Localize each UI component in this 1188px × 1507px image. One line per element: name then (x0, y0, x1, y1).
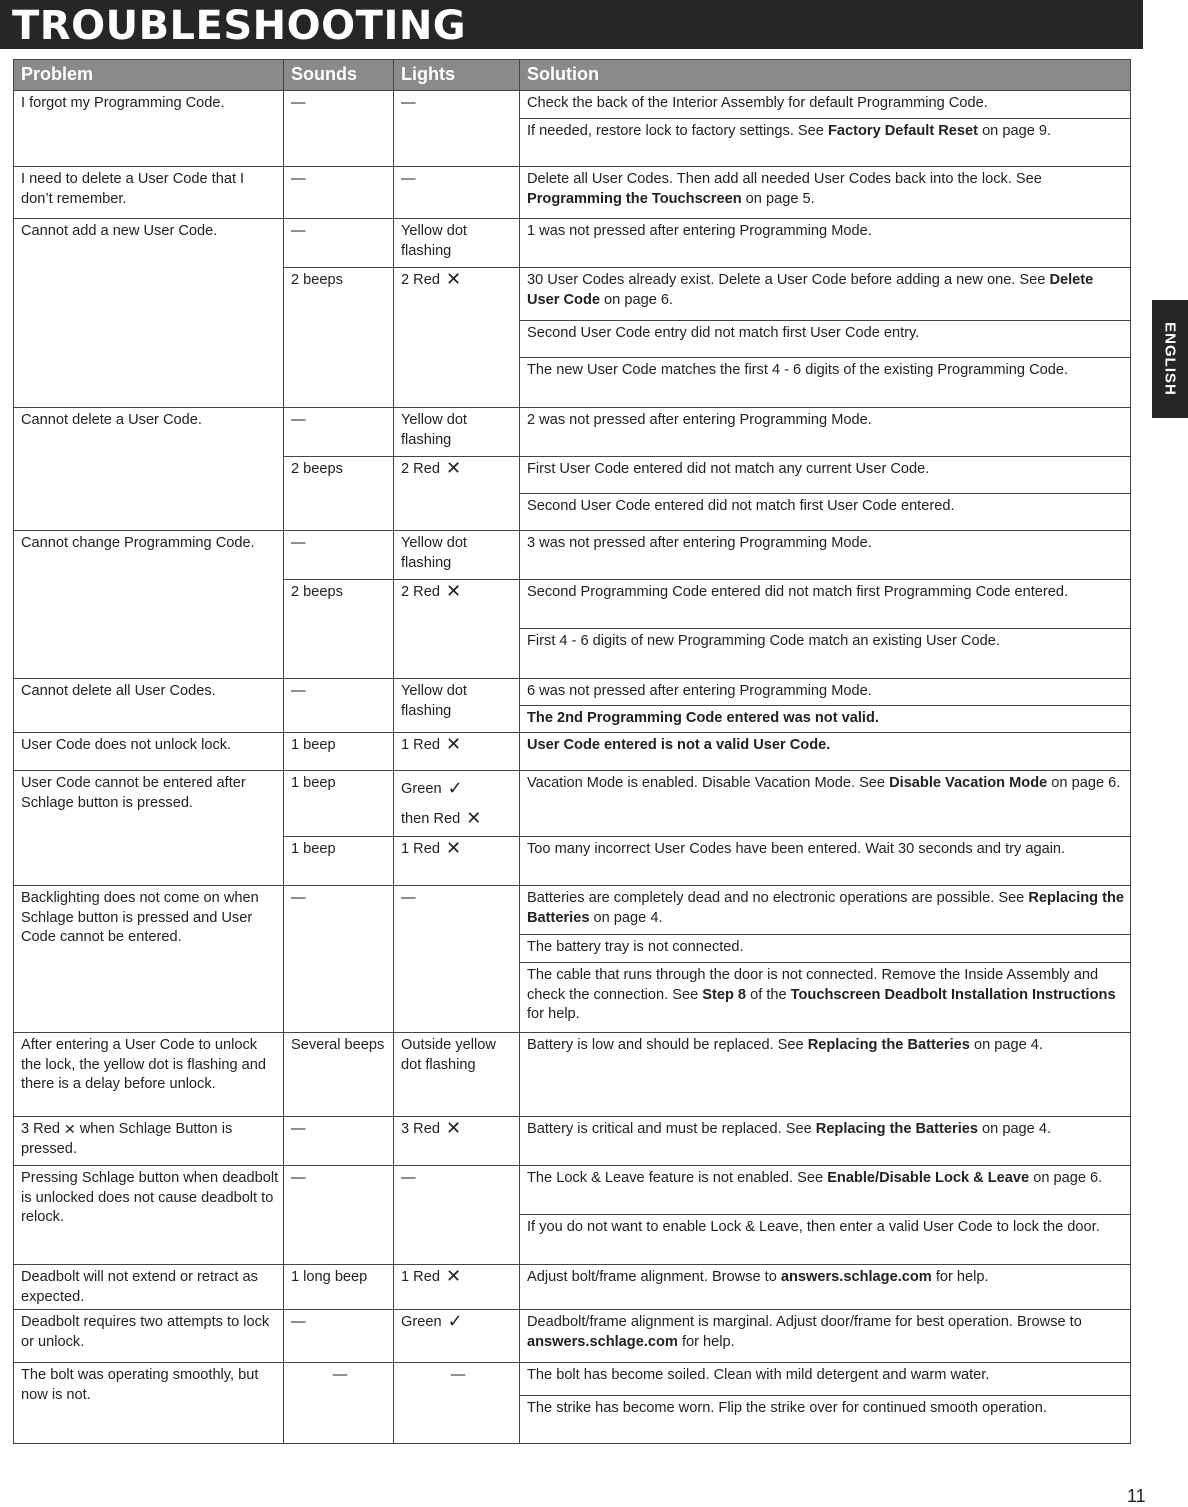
check-icon: ✓ (447, 1311, 463, 1332)
dash: — (401, 890, 416, 906)
table-header-row (14, 60, 1131, 91)
problem-cell: I forgot my Programming Code. (14, 91, 284, 167)
link-ref: Factory Default Reset (827, 123, 979, 139)
text: Green (401, 781, 442, 797)
solution-cell (520, 886, 1131, 935)
text: Battery is low and should be replaced. See (527, 1037, 808, 1053)
problem-cell: Cannot delete all User Codes. (14, 679, 284, 733)
lights-cell (394, 457, 520, 531)
table-row (14, 733, 1131, 771)
text: 2 Red (401, 461, 440, 477)
solution-cell: First User Code entered did not match any current User Code. (520, 457, 1131, 494)
dash: — (401, 1170, 416, 1186)
table-row (14, 408, 1131, 457)
dash: — (291, 683, 306, 699)
x-icon: ✕ (466, 808, 482, 828)
solution-cell: The bolt has become soiled. Clean with mild detergent and warm water. (520, 1363, 1131, 1396)
sounds-cell (284, 679, 394, 733)
lights-cell (394, 837, 520, 886)
dash: — (291, 1314, 306, 1331)
lights-cell (394, 268, 520, 408)
dash: — (332, 1367, 348, 1384)
text: 1 Red (401, 737, 440, 753)
x-icon: ✕ (445, 269, 462, 289)
solution-cell: Second Programming Code entered did not match first Programming Code entered. (520, 580, 1131, 629)
link-ref: Disable Vacation Mode (889, 775, 1048, 791)
solution-cell: If you do not want to enable Lock & Leave, then enter a valid User Code to lock the door. (520, 1215, 1131, 1265)
text: for help. (931, 1269, 989, 1285)
sounds-cell (284, 167, 394, 219)
sounds-cell: 2 beeps (284, 268, 394, 408)
table-row (14, 1117, 1131, 1166)
solution-cell: The new User Code matches the first 4 - 6 digits of the existing Programming Code. (520, 358, 1131, 408)
page-number: 11 (1127, 1486, 1146, 1506)
solution-cell: Check the back of the Interior Assembly for default Programming Code. (520, 91, 1131, 119)
text: The cable that runs through the door is not connected. Remove the Inside Assembly and check the connection. See (527, 967, 1099, 1003)
problem-cell: After entering a User Code to unlock the lock, the yellow dot is flashing and there is a delay before unlock. (14, 1033, 284, 1117)
text: Batteries are completely dead and no electronic operations are possible. See (527, 890, 1029, 906)
problem-cell: Deadbolt requires two attempts to lock or unlock. (14, 1310, 284, 1363)
text: 1 Red (401, 1269, 440, 1285)
header-problem: Problem (14, 60, 284, 91)
problem-cell: I need to delete a User Code that I don’t remember. (14, 167, 284, 219)
problem-cell: Cannot delete a User Code. (14, 408, 284, 531)
link-ref: Delete User Code (527, 272, 1094, 308)
header-solution: Solution (520, 60, 1131, 91)
lights-cell (394, 771, 520, 837)
header-sounds: Sounds (284, 60, 394, 91)
problem-cell: Backlighting does not come on when Schlage button is pressed and User Code cannot be entered. (14, 886, 284, 1033)
sounds-cell: 2 beeps (284, 457, 394, 531)
text: 30 User Codes already exist. Delete a User Code before adding a new one. See (527, 272, 1050, 288)
text: Adjust bolt/frame alignment. Browse to (527, 1269, 781, 1285)
dash: — (291, 535, 306, 551)
lights-cell: Yellow dot flashing (394, 408, 520, 457)
dash: — (450, 1367, 466, 1384)
x-icon: ✕ (445, 838, 462, 858)
solution-cell (520, 167, 1131, 219)
solution-cell: 2 was not pressed after entering Programming Mode. (520, 408, 1131, 457)
header-lights: Lights (394, 60, 520, 91)
problem-cell: User Code cannot be entered after Schlage button is pressed. (14, 771, 284, 886)
sounds-cell (284, 219, 394, 268)
text: The Lock & Leave feature is not enabled. See (527, 1170, 828, 1186)
solution-cell (520, 119, 1131, 167)
lights-cell (394, 167, 520, 219)
solution-cell: The strike has become worn. Flip the strike over for continued smooth operation. (520, 1396, 1131, 1444)
sounds-cell: 2 beeps (284, 580, 394, 679)
text: on page 4. (977, 1121, 1052, 1137)
lights-cell (394, 733, 520, 771)
text: on page 6. (1029, 1170, 1103, 1186)
table-row (14, 771, 1131, 837)
lights-cell (394, 1363, 520, 1444)
link-ref: Touchscreen Deadbolt Installation Instructions (790, 986, 1116, 1003)
sounds-cell (284, 886, 394, 1033)
sounds-cell: 1 beep (284, 837, 394, 886)
lights-cell: Yellow dot flashing (394, 219, 520, 268)
text: Delete all User Codes. Then add all needed User Codes back into the lock. See (527, 171, 1042, 187)
sounds-cell (284, 91, 394, 167)
solution-cell (520, 1310, 1131, 1363)
check-icon: ✓ (447, 778, 463, 798)
language-tab-label: ENGLISH (1161, 322, 1179, 396)
dash: — (291, 1121, 306, 1137)
text: Green (401, 1314, 442, 1331)
link-ref: Replacing the Batteries (815, 1121, 978, 1137)
text: on page 6. (1047, 775, 1121, 791)
x-icon: ✕ (445, 734, 462, 754)
solution-cell: The 2nd Programming Code entered was not valid. (520, 706, 1131, 733)
text: 1 Red (401, 841, 440, 857)
solution-cell (520, 1265, 1131, 1310)
x-icon: ✕ (445, 458, 462, 478)
solution-cell (520, 1117, 1131, 1166)
solution-cell (520, 1033, 1131, 1117)
sounds-cell (284, 1117, 394, 1166)
text: Deadbolt/frame alignment is marginal. Adjust door/frame for best operation. Browse to (527, 1314, 1082, 1331)
solution-cell: Second User Code entry did not match first User Code entry. (520, 321, 1131, 358)
lights-cell: Yellow dot flashing (394, 531, 520, 580)
text: then Red (401, 811, 461, 827)
lights-cell (394, 91, 520, 167)
sounds-cell (284, 1166, 394, 1265)
table-row (14, 886, 1131, 935)
solution-cell: User Code entered is not a valid User Code. (520, 733, 1131, 771)
text: on page 9. (978, 123, 1052, 139)
problem-cell: Deadbolt will not extend or retract as expected. (14, 1265, 284, 1310)
text: for help. (527, 1006, 580, 1023)
lights-cell (394, 1117, 520, 1166)
table-row (14, 1363, 1131, 1396)
sounds-cell: Several beeps (284, 1033, 394, 1117)
language-tab (1152, 300, 1188, 418)
text: 2 Red (401, 272, 440, 288)
sounds-cell (284, 1310, 394, 1363)
lights-cell (394, 580, 520, 679)
solution-cell: 6 was not pressed after entering Programming Mode. (520, 679, 1131, 706)
lights-cell (394, 886, 520, 1033)
text: 3 Red (401, 1121, 440, 1137)
text: Battery is critical and must be replaced. See (527, 1121, 816, 1137)
sounds-cell: 1 long beep (284, 1265, 394, 1310)
text: 2 Red (401, 584, 440, 600)
lights-cell: Yellow dot flashing (394, 679, 520, 733)
solution-cell: Second User Code entered did not match first User Code entered. (520, 494, 1131, 531)
dash: — (291, 171, 306, 187)
link-ref: Enable/Disable Lock & Leave (827, 1170, 1030, 1186)
sounds-cell: 1 beep (284, 771, 394, 837)
lights-cell (394, 1265, 520, 1310)
link-ref: Replacing the Batteries (527, 890, 1125, 926)
x-icon: ✕ (63, 1121, 76, 1137)
problem-cell (14, 1117, 284, 1166)
x-icon: ✕ (445, 1118, 462, 1138)
link-ref: Programming the Touchscreen (527, 190, 742, 207)
solution-cell: 1 was not pressed after entering Programming Mode. (520, 219, 1131, 268)
x-icon: ✕ (445, 581, 462, 601)
lights-cell: Outside yellow dot flashing (394, 1033, 520, 1117)
title-bar (0, 0, 1143, 49)
dash: — (291, 890, 306, 906)
table-row (14, 167, 1131, 219)
text: when Schlage Button is pressed. (21, 1121, 233, 1157)
table-row (14, 531, 1131, 580)
link-ref: answers.schlage.com (780, 1269, 932, 1285)
table-row (14, 1033, 1131, 1117)
page-title: TROUBLESHOOTING (12, 3, 467, 49)
table-row (14, 1265, 1131, 1310)
link-ref: answers.schlage.com (527, 1333, 678, 1350)
dash: — (291, 412, 306, 428)
problem-cell: Cannot change Programming Code. (14, 531, 284, 679)
solution-cell (520, 1166, 1131, 1215)
table-row (14, 91, 1131, 119)
text: If needed, restore lock to factory settings. See (527, 123, 828, 139)
table-row (14, 1166, 1131, 1215)
solution-cell: 3 was not pressed after entering Programming Mode. (520, 531, 1131, 580)
table-row (14, 1310, 1131, 1363)
link-ref: Replacing the Batteries (807, 1037, 970, 1053)
solution-cell (520, 268, 1131, 321)
solution-cell (520, 963, 1131, 1033)
solution-cell: First 4 - 6 digits of new Programming Code match an existing User Code. (520, 629, 1131, 679)
dash: — (401, 95, 416, 111)
dash: — (291, 95, 306, 111)
dash: — (291, 223, 306, 239)
table-row (14, 679, 1131, 706)
link-ref: Step 8 (702, 986, 747, 1003)
sounds-cell (284, 1363, 394, 1444)
sounds-cell: 1 beep (284, 733, 394, 771)
lights-cell (394, 1310, 520, 1363)
sounds-cell (284, 531, 394, 580)
solution-cell: Too many incorrect User Codes have been entered. Wait 30 seconds and try again. (520, 837, 1131, 886)
text: of the (746, 986, 791, 1003)
text: on page 6. (600, 291, 674, 308)
text: on page 5. (741, 190, 815, 207)
troubleshooting-table (13, 59, 1131, 1444)
solution-cell: The battery tray is not connected. (520, 935, 1131, 963)
x-icon: ✕ (445, 1266, 462, 1286)
text: for help. (677, 1333, 735, 1350)
text: Vacation Mode is enabled. Disable Vacation Mode. See (527, 775, 890, 791)
text: on page 4. (969, 1037, 1043, 1053)
problem-cell: User Code does not unlock lock. (14, 733, 284, 771)
lights-cell (394, 1166, 520, 1265)
problem-cell: Pressing Schlage button when deadbolt is unlocked does not cause deadbolt to relock. (14, 1166, 284, 1265)
problem-cell: The bolt was operating smoothly, but now is not. (14, 1363, 284, 1444)
dash: — (401, 171, 416, 187)
solution-cell (520, 771, 1131, 837)
dash: — (291, 1170, 306, 1186)
table-row (14, 219, 1131, 268)
text: 3 Red (21, 1121, 60, 1137)
sounds-cell (284, 408, 394, 457)
problem-cell: Cannot add a new User Code. (14, 219, 284, 408)
text: on page 4. (589, 909, 663, 926)
